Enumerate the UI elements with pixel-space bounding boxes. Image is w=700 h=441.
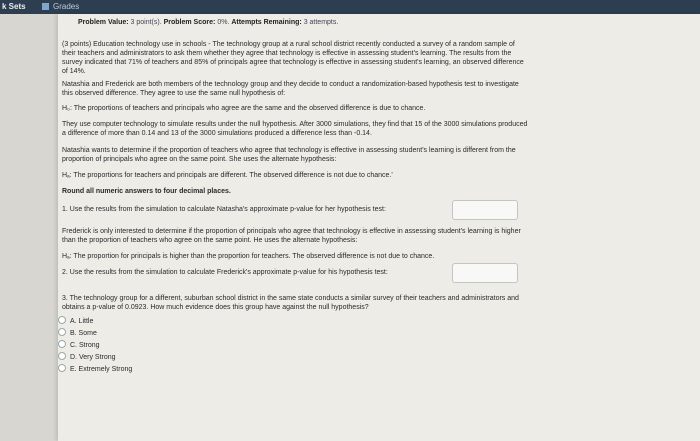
question-3-line-2: obtains a p-value of 0.0923. How much evidence does this group have against the null hypothesis? [62, 304, 369, 311]
natasha-alt-1: Natashia wants to determine if the proportion of teachers who agree that technology is effective in assessing student's learning is different from the [62, 147, 516, 154]
intro-line-1: (3 points) Education technology use in schools - The technology group at a rural school district recently conducted a survey of a random sample of [62, 41, 515, 48]
frederick-intro-2: than the proportion of teachers who agree on the same point. He uses the alternate hypothesis: [62, 237, 358, 244]
grades-link[interactable]: Grades [42, 2, 79, 11]
option-d[interactable]: D. Very Strong [58, 352, 116, 362]
radio-icon[interactable] [58, 352, 66, 360]
frederick-intro-1: Frederick is only interested to determine if the proportion of principals who agree that technology is effective in assessing student's learning is higher [62, 228, 521, 235]
score-text: 0%. [217, 19, 230, 26]
intro-line-3: survey indicated that 71% of teachers and 85% of principals agree that technology is effective in assessing student's learning, an observed difference [62, 59, 524, 66]
frederick-alt-hypothesis: Hₐ: The proportion for principals is higher than the proportion for teachers. The observed difference is not due to chance. [62, 253, 435, 260]
natasha-alt-hypothesis: Hₐ: The proportions for teachers and principals are different. The observed difference is not due to chance.' [62, 172, 393, 179]
attempts-label: Attempts Remaining: [231, 19, 302, 26]
option-a[interactable]: A. Little [58, 316, 93, 326]
option-e[interactable]: E. Extremely Strong [58, 364, 132, 374]
radio-icon[interactable] [58, 340, 66, 348]
top-nav-bar [0, 0, 700, 14]
null-hypothesis: H₀: The proportions of teachers and principals who agree are the same and the observed difference is due to chance. [62, 105, 426, 112]
score-label: Problem Score: [163, 19, 216, 26]
attempts-text: 3 attempts. [303, 19, 339, 26]
simulation-line-1: They use computer technology to simulate results under the null hypothesis. After 3000 simulations, they find that 15 of the 3000 simulations produced [62, 121, 528, 128]
question-1: 1. Use the results from the simulation to calculate Natasha's approximate p-value for her hypothesis test: [62, 206, 386, 213]
problem-meta [78, 19, 338, 26]
natasha-intro-2: this observed difference. They agree to use the same null hypothesis of: [62, 90, 286, 97]
value-label: Problem Value: [78, 19, 129, 26]
natasha-intro-1: Natashia and Frederick are both members of the technology group and they decide to conduct a randomization-based hypothesis test to investigate [62, 81, 519, 88]
option-b[interactable]: B. Some [58, 328, 97, 338]
simulation-line-2: a difference of more than 0.14 and 13 of the 3000 simulations produced a difference less than -0.14. [62, 130, 372, 137]
question-2: 2. Use the results from the simulation to calculate Frederick's approximate p-value for his hypothesis test: [62, 269, 388, 276]
intro-line-2: their teachers and administrators to ask them whether they agree that technology is effective in assessing student's learning. The results from the [62, 50, 512, 57]
option-c[interactable]: C. Strong [58, 340, 100, 350]
round-note: Round all numeric answers to four decimal places. [62, 188, 231, 195]
frederick-p-value-input[interactable] [452, 263, 518, 283]
question-3-line-1: 3. The technology group for a different, suburban school district in the same state conducts a similar survey of their teachers and administrators and [62, 295, 519, 302]
sets-link[interactable]: k Sets [2, 2, 26, 11]
value-text: 3 point(s). [130, 19, 162, 26]
natasha-alt-2: proportion of principals who agree on the same point. She uses the alternate hypothesis: [62, 156, 337, 163]
radio-icon[interactable] [58, 328, 66, 336]
radio-icon[interactable] [58, 316, 66, 324]
radio-icon[interactable] [58, 364, 66, 372]
natasha-p-value-input[interactable] [452, 200, 518, 220]
intro-line-4: of 14%. [62, 68, 86, 75]
